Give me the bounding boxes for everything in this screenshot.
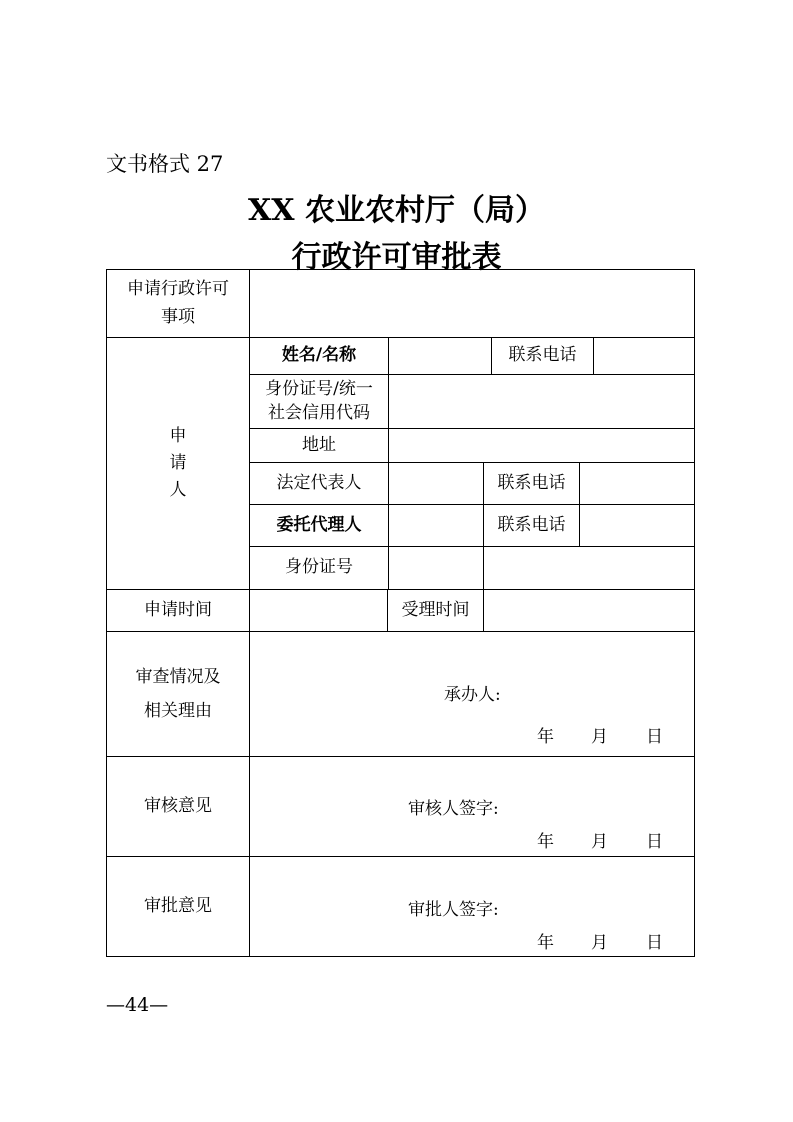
- review-label-line-1: 审查情况及: [135, 667, 221, 687]
- legal-rep-label-cell: 法定代表人: [249, 462, 389, 505]
- review-label-line-2: 相关理由: [144, 701, 212, 721]
- agent-label-cell: 委托代理人: [249, 504, 389, 547]
- audit-content-cell[interactable]: [249, 756, 695, 857]
- document-format-code: 文书格式 27: [106, 152, 224, 176]
- page-title-line-1: XX 农业农村厅（局）: [248, 193, 545, 228]
- agent-id-extra-cell[interactable]: [483, 546, 695, 590]
- phone-value-cell[interactable]: [593, 337, 695, 375]
- item-label-cell: [106, 269, 250, 338]
- agent-id-label-cell: 身份证号: [249, 546, 389, 590]
- approve-year: 年: [537, 933, 554, 953]
- address-label-cell: 地址: [249, 428, 389, 463]
- applicant-label-char-2: 请: [169, 452, 187, 473]
- approve-content-cell[interactable]: [249, 856, 695, 957]
- item-value-cell[interactable]: [249, 269, 695, 338]
- approve-date: [537, 930, 663, 957]
- applicant-label-char-1: 申: [169, 425, 187, 446]
- agent-phone-value-cell[interactable]: [579, 504, 695, 547]
- legal-rep-phone-value-cell[interactable]: [579, 462, 695, 505]
- id-value-cell[interactable]: [388, 374, 695, 429]
- name-value-cell[interactable]: [388, 337, 492, 375]
- agent-value-cell[interactable]: [388, 504, 484, 547]
- approve-label-cell: 审批意见: [106, 856, 250, 957]
- audit-day: 日: [646, 832, 663, 852]
- approval-form-table: [106, 269, 695, 957]
- id-label-line-1: 身份证号/统一: [265, 378, 373, 399]
- review-label-cell: [106, 631, 250, 757]
- page-title-line-2: 行政许可审批表: [291, 240, 502, 275]
- page-number: —44—: [106, 994, 169, 1016]
- accept-time-label-cell: 受理时间: [387, 589, 484, 632]
- approver-signature-label: 审批人签字:: [408, 900, 499, 920]
- handler-signature-label: 承办人:: [444, 685, 501, 705]
- name-label-cell: 姓名/名称: [249, 337, 389, 375]
- review-content-cell[interactable]: [249, 631, 695, 757]
- id-label-cell: [249, 374, 389, 429]
- audit-date: [537, 829, 663, 856]
- audit-year: 年: [537, 832, 554, 852]
- apply-time-label-cell: 申请时间: [106, 589, 250, 632]
- legal-rep-phone-label-cell: 联系电话: [483, 462, 580, 505]
- applicant-label-char-3: 人: [169, 480, 187, 501]
- auditor-signature-label: 审核人签字:: [408, 799, 499, 819]
- accept-time-value-cell[interactable]: [483, 589, 695, 632]
- agent-phone-label-cell: 联系电话: [483, 504, 580, 547]
- apply-time-value-cell[interactable]: [249, 589, 388, 632]
- address-value-cell[interactable]: [388, 428, 695, 463]
- audit-label-cell: 审核意见: [106, 756, 250, 857]
- review-year: 年: [537, 727, 554, 747]
- phone-label-cell: 联系电话: [491, 337, 594, 375]
- id-label-line-2: 社会信用代码: [268, 402, 370, 423]
- approve-day: 日: [646, 933, 663, 953]
- review-day: 日: [646, 727, 663, 747]
- legal-rep-value-cell[interactable]: [388, 462, 484, 505]
- review-month: 月: [591, 727, 608, 747]
- item-label-line-1: 申请行政许可: [127, 279, 229, 300]
- review-date: [537, 724, 663, 751]
- item-label-line-2: 事项: [161, 306, 195, 327]
- approve-month: 月: [591, 933, 608, 953]
- agent-id-value-cell[interactable]: [388, 546, 484, 590]
- applicant-label-cell: [106, 337, 250, 590]
- audit-month: 月: [591, 832, 608, 852]
